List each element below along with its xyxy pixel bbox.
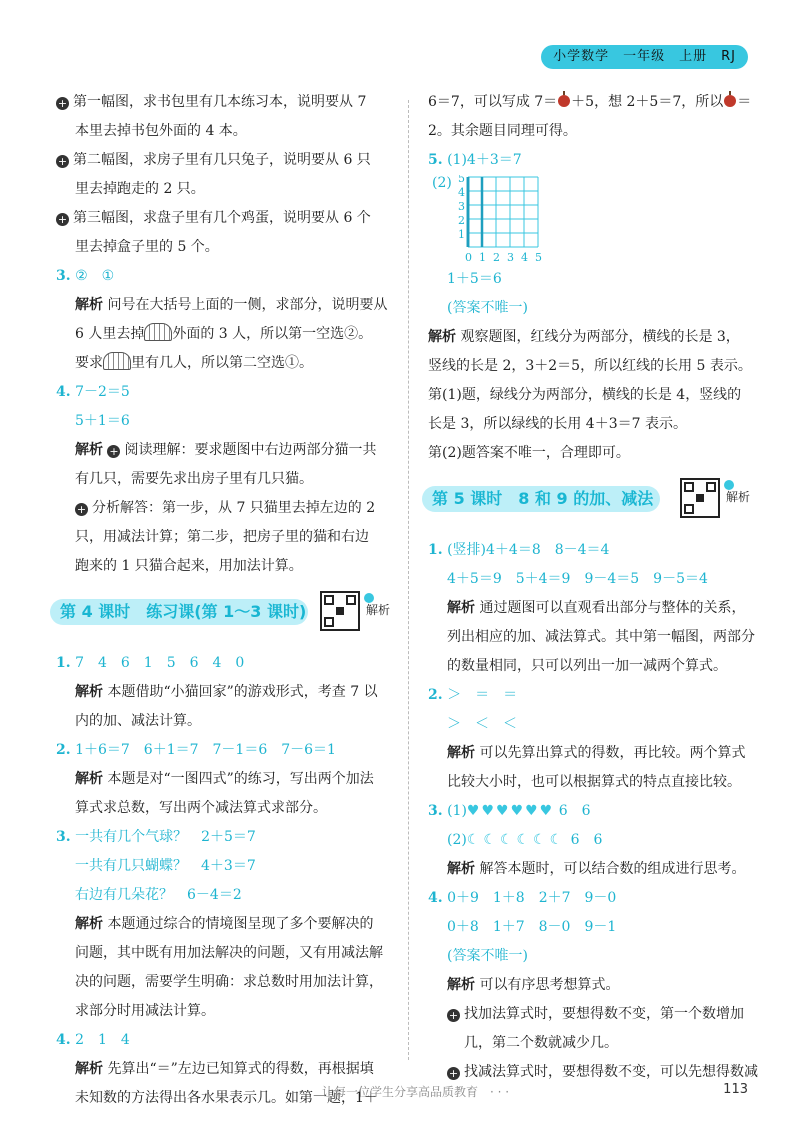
analysis: 比较大小时，也可以根据算式的特点直接比较。 — [447, 774, 741, 790]
continued-text: 6＝7，可以写成 7＝ ＋5，想 2＋5＝7，所以 ＝ — [428, 94, 752, 110]
analysis: 内的加、减法计算。 — [75, 713, 201, 729]
people-group-icon — [103, 352, 131, 370]
plus-circle-icon: + — [109, 445, 119, 458]
lesson-title: 第 5 课时 8 和 9 的加、减法 — [432, 489, 654, 508]
paragraph: + 第二幅图，求房子里有几只兔子，说明要从 6 只 — [57, 152, 371, 168]
footer-slogan: · · · 让每一位学生分享高品质教育 · · · — [290, 1085, 510, 1099]
analysis: 解析 解答本题时，可以结合数的组成进行思考。 — [447, 861, 746, 877]
analysis: 解析 + 阅读理解：要求题图中右边两部分猫一共 — [75, 442, 377, 458]
grid-svg — [454, 175, 614, 267]
paragraph: + 第三幅图，求盘子里有几个鸡蛋，说明要从 6 个 — [57, 210, 371, 226]
heart-icons: ♥♥♥♥♥♥ — [466, 803, 555, 819]
qr-code-icon[interactable] — [680, 478, 720, 518]
moon-icons: ☾☾☾☾☾☾ — [466, 832, 567, 848]
analysis: 决的问题，需要学生明确：求总数时用加法计算， — [75, 974, 383, 990]
grid-y-label: 2 — [458, 214, 465, 227]
grid-x-label: 5 — [535, 251, 542, 264]
analysis: 6 人里去掉 外面的 3 人，所以第一空选②。 — [56, 320, 392, 349]
people-group-icon — [144, 323, 172, 341]
question-2-answer: 2. 1＋6＝7 6＋1＝7 7－1＝6 7－6＝1 — [56, 742, 336, 758]
analysis: 未知数的方法得出各水果表示几。如第一题，1＋ — [75, 1090, 378, 1106]
answer-line: 0＋8 1＋7 8－0 9－1 — [447, 919, 617, 935]
grid-y-label: 5 — [458, 175, 465, 185]
analysis: 第(1)题，绿线分为两部分，横线的长是 4，竖线的 — [428, 387, 742, 403]
analysis: 问题，其中既有用加法解决的问题，又有用减法解 — [75, 945, 383, 961]
grid-x-label: 2 — [493, 251, 500, 264]
answer-line: (2)☾☾☾☾☾☾ 6 6 — [447, 832, 603, 848]
qr-label: 解析 — [366, 603, 391, 617]
analysis: 长是 3，所以绿线的长用 4＋3＝7 表示。 — [428, 416, 687, 432]
question-4-answer: 4. 7－2＝5 — [56, 384, 130, 400]
grid-y-label: 4 — [458, 186, 465, 199]
column-divider — [408, 100, 409, 1060]
question-3-answer: 3. (1)♥♥♥♥♥♥ 6 6 — [428, 803, 591, 819]
play-icon[interactable] — [724, 480, 734, 490]
qr-label: 解析 — [726, 490, 751, 504]
analysis: 有几只，需要先求出房子里有几只猫。 — [75, 471, 313, 487]
question-1-answer: 1. 7 4 6 1 5 6 4 0 — [56, 655, 245, 671]
analysis: 解析 通过题图可以直观看出部分与整体的关系， — [447, 600, 746, 616]
question-4b-answer: 4. 2 1 4 — [56, 1032, 130, 1048]
analysis: 跑来的 1 只猫合起来，用加法计算。 — [75, 558, 303, 574]
plus-circle-icon: + — [57, 97, 68, 110]
analysis: 解析 先算出“＝”左边已知算式的得数，再根据填 — [75, 1061, 374, 1077]
analysis: + 找加法算式时，要想得数不变，第一个数增加 — [448, 1006, 744, 1022]
question-5-answer: 5. (1)4＋3＝7 — [428, 152, 522, 168]
analysis: 解析 观察题图，红线分为两部分，横线的长是 3， — [428, 329, 740, 345]
analysis: + 分析解答：第一步，从 7 只猫里去掉左边的 2 — [76, 500, 376, 516]
book-header: 小学数学 一年级 上册 RJ — [541, 45, 748, 69]
question-1-answer: 1. (竖排)4＋4＝8 8－4＝4 — [428, 542, 610, 558]
page-number: 113 — [723, 1082, 748, 1097]
apple-icon — [558, 95, 570, 107]
paragraph: 本里去掉书包外面的 4 本。 — [75, 123, 247, 139]
qr-code-icon[interactable] — [320, 591, 360, 631]
answer-note: (答案不唯一) — [447, 948, 528, 964]
analysis-label: 解析 — [75, 297, 103, 313]
left-column — [56, 88, 392, 1113]
analysis: 解析 可以有序思考想算式。 — [447, 977, 620, 993]
plus-circle-icon: + — [448, 1009, 459, 1022]
grid-figure: (2) 5 4 3 2 1 0 1 2 3 4 5 — [428, 175, 758, 265]
analysis: 求部分时用减法计算。 — [75, 1003, 215, 1019]
plus-circle-icon: + — [57, 213, 68, 226]
plus-circle-icon: + — [448, 1067, 459, 1080]
continued-text: 2。其余题目同理可得。 — [428, 123, 577, 139]
question-2-answer: 2. ＞ ＝ ＝ — [428, 687, 518, 703]
plus-circle-icon: + — [76, 503, 87, 516]
answer-line: 右边有几朵花？ 6－4＝2 — [75, 887, 242, 903]
grid-x-label: 3 — [507, 251, 514, 264]
analysis: 解析 可以先算出算式的得数，再比较。两个算式 — [447, 745, 746, 761]
paragraph: 里去掉盒子里的 5 个。 — [75, 239, 219, 255]
paragraph: + 第一幅图，求书包里有几本练习本，说明要从 7 — [57, 94, 367, 110]
grid-y-label: 1 — [458, 228, 465, 241]
grid-y-label: 3 — [458, 200, 465, 213]
analysis: 第(2)题答案不唯一，合理即可。 — [428, 445, 630, 461]
answer-note: (答案不唯一) — [447, 300, 528, 316]
analysis: 解析 问号在大括号上面的一侧，求部分，说明要从 — [75, 297, 388, 313]
play-icon[interactable] — [364, 593, 374, 603]
grid-x-label: 4 — [521, 251, 528, 264]
right-column — [428, 88, 758, 1087]
analysis: + 找减法算式时，要想得数不变，可以先想得数减 — [448, 1064, 758, 1080]
grid-x-label: 0 — [465, 251, 472, 264]
paragraph: 里去掉跑走的 2 只。 — [75, 181, 205, 197]
question-3-answer: 3. ② ① — [56, 268, 115, 284]
analysis: 解析 本题是对“一图四式”的练习，写出两个加法 — [75, 771, 374, 787]
analysis: 要求 里有几人，所以第二空选①。 — [56, 349, 392, 378]
lesson-5-banner — [422, 478, 758, 522]
answer-line: 一共有几只蝴蝶？ 4＋3＝7 — [75, 858, 256, 874]
answer-line: 4＋5＝9 5＋4＝9 9－4＝5 9－5＝4 — [447, 571, 708, 587]
answer-line: ＞ ＜ ＜ — [447, 716, 517, 732]
analysis: 竖线的长是 2，3＋2＝5，所以红线的长用 5 表示。 — [428, 358, 752, 374]
lesson-4-banner — [50, 591, 392, 635]
apple-icon — [724, 95, 736, 107]
lesson-title: 第 4 课时 练习课(第 1～3 课时) — [60, 602, 307, 621]
plus-circle-icon: + — [57, 155, 68, 168]
question-4-answer: 4. 0＋9 1＋8 2＋7 9－0 — [428, 890, 617, 906]
analysis: 列出相应的加、减法算式。其中第一幅图，两部分 — [447, 629, 755, 645]
analysis: 算式求总数，写出两个减法算式求部分。 — [75, 800, 327, 816]
answer-line: 1＋5＝6 — [447, 271, 502, 287]
analysis: 解析 本题通过综合的情境图呈现了多个要解决的 — [75, 916, 374, 932]
answer-line: 5＋1＝6 — [75, 413, 130, 429]
analysis: 只，用减法计算；第二步，把房子里的猫和右边 — [75, 529, 369, 545]
analysis: 几，第二个数就减少几。 — [464, 1035, 618, 1051]
analysis: 的数量相同，只可以列出一加一减两个算式。 — [447, 658, 727, 674]
question-3b-answer: 3. 一共有几个气球？ 2＋5＝7 — [56, 829, 256, 845]
analysis: 解析 本题借助“小猫回家”的游戏形式，考查 7 以 — [75, 684, 378, 700]
grid-x-label: 1 — [479, 251, 486, 264]
